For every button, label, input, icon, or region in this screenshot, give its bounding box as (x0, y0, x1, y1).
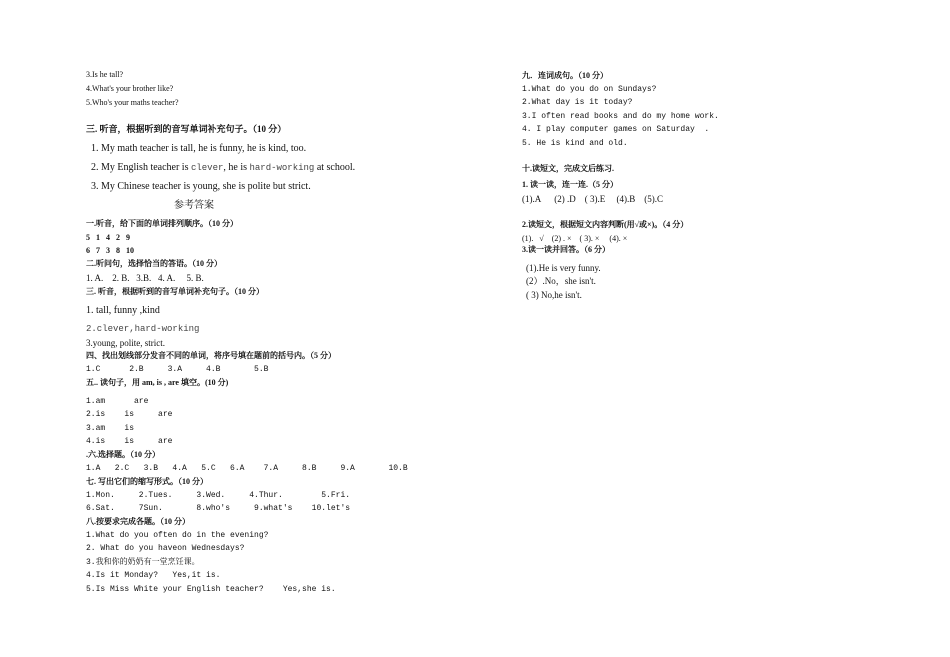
sentence-2-word-hard-working: hard-working (249, 163, 315, 173)
sentence-2-part: at school. (314, 162, 356, 173)
answer-4-line: 1.C 2.B 3.A 4.B 5.B (86, 365, 269, 374)
section-10-sub-heading: 2.读短文，根据短文内容判断(用√或×)。（4 分） (522, 220, 689, 229)
answer-8-line: 5.Is Miss White your English teacher? Yes,she is. (86, 585, 336, 594)
section-10-sub-heading: 1. 读一读，连一连.（5 分） (522, 180, 618, 189)
answer-1-heading: 一.听音，给下面的单词排列顺序。（10 分） (86, 219, 238, 228)
answer-8-line: 2. What do you haveon Wednesdays? (86, 544, 245, 553)
answer-5-line: 4.is is are (86, 437, 173, 446)
sentence-2-part: 2. My English teacher is (91, 162, 191, 173)
answer-7-line: 1.Mon. 2.Tues. 3.Wed. 4.Thur. 5.Fri. (86, 491, 351, 500)
sentence-2 (91, 163, 355, 173)
sentence-2-word-clever: clever (190, 163, 224, 173)
answer-8-heading: 八.按要求完成各题。（10 分） (86, 517, 190, 526)
answer-7-heading: 七. 写出它们的缩写形式。（10 分） (86, 477, 208, 486)
section-9-heading: 九．连词成句。（10 分） (522, 71, 608, 80)
answer-3-line: 1. tall, funny ,kind (86, 305, 160, 316)
answer-2-heading: 二.听问句，选择恰当的答语。（10 分） (86, 259, 222, 268)
sentence-1: 1. My math teacher is tall, he is funny, he is kind, too. (91, 143, 307, 154)
answer-6-heading: .六.选择题。（10 分） (86, 450, 160, 459)
section-10-judge-answers: (1). √ (2) . × ( 3). × (4). × (522, 234, 628, 243)
answer-5-line: 2.is is are (86, 410, 173, 419)
section-10-sub-heading: 3.读一读并回答。（6 分） (522, 245, 610, 254)
section-10-answer: (1).He is very funny. (526, 263, 601, 273)
section-10-answer: (2）.No，she isn't. (526, 276, 596, 286)
answer-3-heading: 三. 听音，根据听到的音写单词补充句子。（10 分） (86, 287, 264, 296)
section-9-line: 5. He is kind and old. (522, 139, 628, 148)
section-9-line: 1.What do you do on Sundays? (522, 85, 657, 94)
answer-7-line: 6.Sat. 7Sun. 8.who's 9.what's 10.let's (86, 504, 351, 513)
section-10-match-answers: (1).A (2) .D ( 3).E (4).B (5).C (522, 194, 663, 204)
answer-5-heading: 五.. 读句子，用 am, is , are 填空。(10 分) (86, 378, 229, 387)
section-10-answer: ( 3) No,he isn't. (526, 290, 582, 300)
question-line: 5.Who's your maths teacher? (86, 98, 179, 107)
sentence-3: 3. My Chinese teacher is young, she is polite but strict. (91, 181, 311, 192)
answer-8-line: 4.Is it Monday? Yes,it is. (86, 571, 221, 580)
section-9-line: 2.What day is it today? (522, 98, 633, 107)
answer-3-line: 3.young, polite, strict. (86, 338, 165, 348)
question-line: 4.What's your brother like? (86, 84, 174, 93)
answer-2-line: 1. A. 2. B. 3.B. 4. A. 5. B. (86, 273, 204, 283)
section-9-line: 4. I play computer games on Saturday . (522, 125, 710, 134)
answer-5-line: 3.am is (86, 424, 135, 433)
answer-3-line: 2.clever,hard-working (86, 324, 200, 334)
answer-4-heading: 四、找出划线部分发音不同的单词，将序号填在题前的括号内。（5 分） (86, 351, 336, 360)
answer-8-line: 1.What do you often do in the evening? (86, 531, 269, 540)
section-9-line: 3.I often read books and do my home work. (522, 112, 719, 121)
answer-6-line: 1.A 2.C 3.B 4.A 5.C 6.A 7.A 8.B 9.A 10.B (86, 464, 408, 473)
sentence-2-part: , he is (223, 162, 250, 173)
answers-title: 参考答案 (174, 200, 214, 211)
section-10-heading: 十.读短文，完成文后练习. (522, 164, 614, 173)
answer-1-row: 5 1 4 2 9 (86, 233, 130, 242)
answer-8-line: 3.我和你的奶奶有一堂烹饪课。 (86, 558, 200, 567)
answer-5-line: 1.am are (86, 397, 149, 406)
section-3-heading: 三. 听音，根据听到的音写单词补充句子。（10 分） (86, 124, 287, 134)
answer-1-row: 6 7 3 8 10 (86, 246, 134, 255)
question-line: 3.Is he tall? (86, 70, 124, 79)
